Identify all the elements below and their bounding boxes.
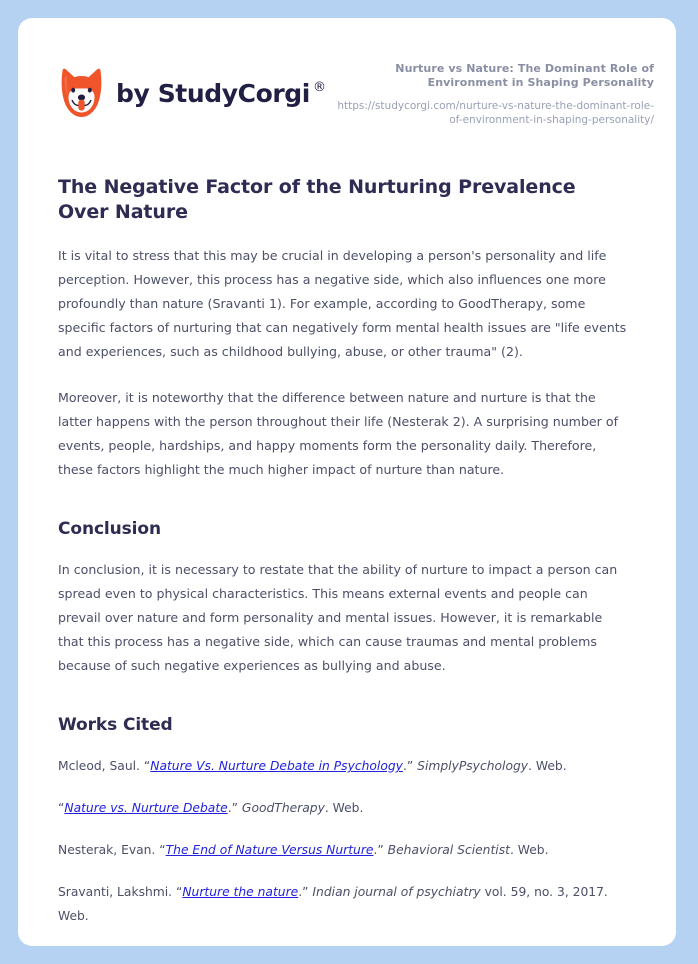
citation-mid: .” <box>227 801 242 816</box>
section-heading-works-cited: Works Cited <box>58 715 173 736</box>
citation-link[interactable]: Nurture the nature <box>182 885 299 900</box>
citation-prefix: Nesterak, Evan. “ <box>58 843 166 858</box>
header-document-title: Nurture vs Nature: The Dominant Role of Environment in Shaping Personality <box>395 62 654 89</box>
citation-item <box>58 796 630 820</box>
citation-mid: .” <box>373 843 388 858</box>
header-document-meta <box>326 60 654 127</box>
citation-suffix: . Web. <box>324 801 364 816</box>
paragraph-section1-2: Moreover, it is noteworthy that the difference between nature and nurture is that the latter happens with the person throughout their life (Nesterak 2). A surprising number of events, people, hardships, and happy moments form the personality daily. Therefore, these factors highlight the much higher impact of nurture than nature. <box>58 390 619 478</box>
citation-mid: .” <box>402 759 418 774</box>
citation-link[interactable]: Nature vs. Nurture Debate <box>64 801 228 816</box>
works-cited-list <box>58 754 630 928</box>
citation-item <box>58 754 630 778</box>
citation-prefix: “ <box>58 801 65 816</box>
document-body <box>18 175 676 929</box>
paragraph-section1-1: It is vital to stress that this may be crucial in developing a person's personality and life perception. However, this process has a negative side, which also influences one more profoundly than nature (Sravanti 1). For example, according to GoodTherapy, some specific factors of nurturing that can negatively form mental health issues are "life events and experiences, such as childhood bullying, abuse, or other trauma" (2). <box>58 248 627 360</box>
header-document-url[interactable]: https://studycorgi.com/nurture-vs-nature-the-dominant-role-of-environment-in-shaping-personality/ <box>337 99 654 126</box>
citation-item <box>58 880 630 928</box>
document-page-card <box>18 18 676 946</box>
citation-source: Behavioral Scientist <box>387 843 510 858</box>
citation-link[interactable]: The End of Nature Versus Nurture <box>165 843 374 858</box>
brand-wordmark <box>116 79 326 108</box>
page-title: The Negative Factor of the Nurturing Prevalence Over Nature <box>58 175 576 223</box>
citation-prefix: Mcleod, Saul. “ <box>58 759 151 774</box>
citation-source: GoodTherapy <box>241 801 325 816</box>
paragraph-conclusion-1: In conclusion, it is necessary to restate that the ability of nurture to impact a person can spread even to physical characteristics. This means external events and people can prevail over nature and form personality and mental issues. However, it is remarkable that this process has a negative side, which can cause traumas and mental problems because of such negative experiences as bullying and abuse. <box>58 562 618 674</box>
citation-source: Indian journal of psychiatry <box>312 885 481 900</box>
registered-trademark-icon: ® <box>312 79 326 95</box>
citation-item <box>58 838 630 862</box>
citation-link[interactable]: Nature Vs. Nurture Debate in Psychology <box>150 759 403 774</box>
brand-logo-group[interactable] <box>58 67 326 119</box>
citation-suffix: . Web. <box>509 843 549 858</box>
citation-suffix: vol. 59, no. 3, 2017. Web. <box>58 885 608 924</box>
citation-prefix: Sravanti, Lakshmi. “ <box>58 885 183 900</box>
section-heading-conclusion: Conclusion <box>58 519 161 540</box>
document-header <box>18 18 676 127</box>
citation-source: SimplyPsychology <box>417 759 529 774</box>
brand-name-text: by StudyCorgi <box>116 78 310 108</box>
corgi-head-icon <box>58 67 105 119</box>
citation-mid: .” <box>298 885 313 900</box>
citation-suffix: . Web. <box>528 759 567 774</box>
